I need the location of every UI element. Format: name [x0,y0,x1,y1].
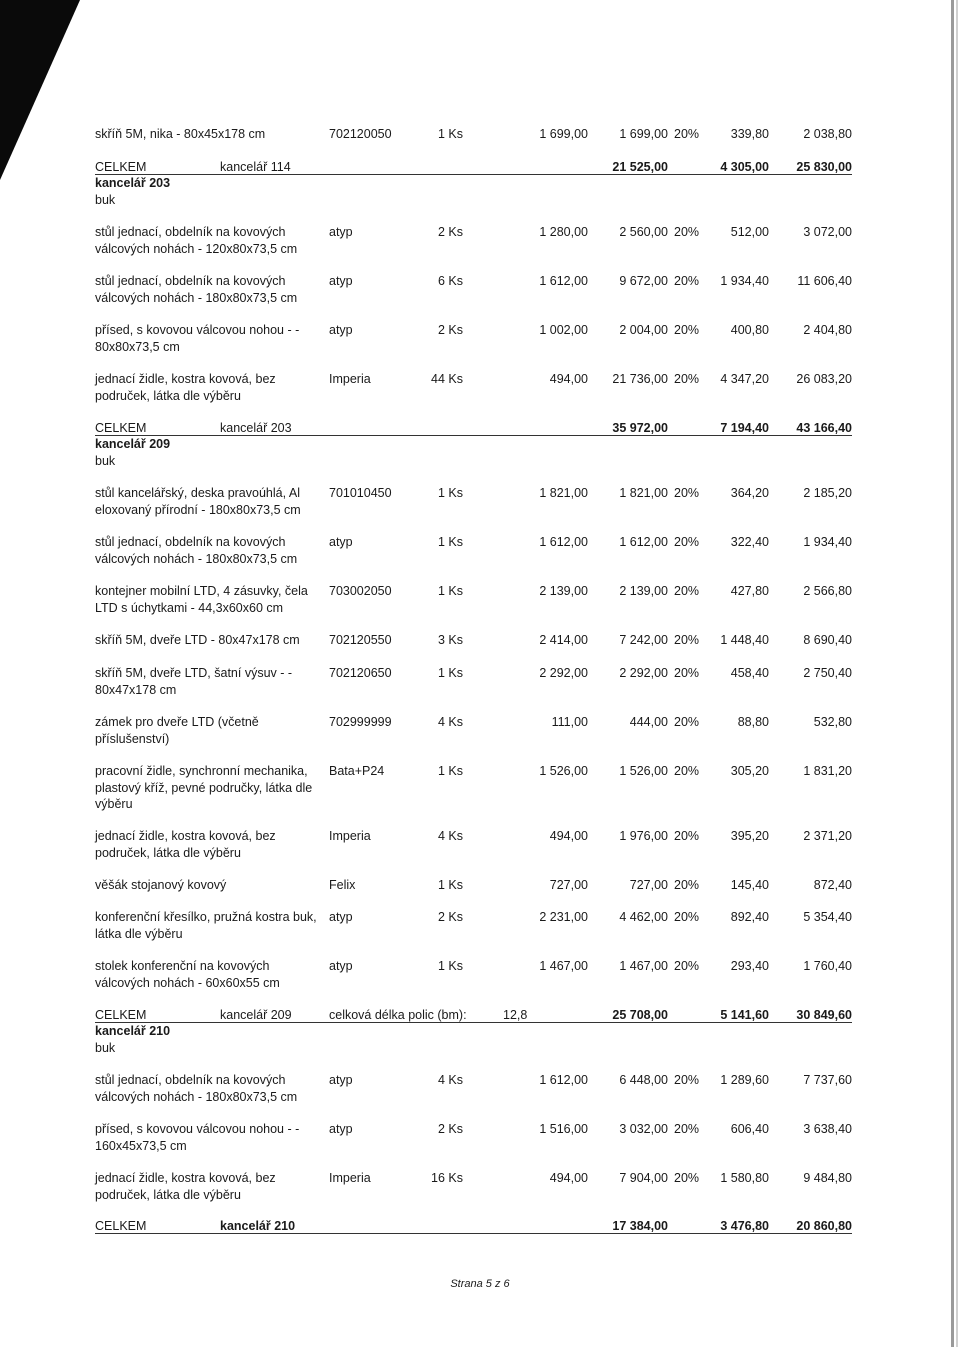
item-vat-rate: 20% [674,535,700,549]
item-row [0,485,960,519]
item-gross: 2 750,40 [803,666,852,680]
item-unit-price: 1 612,00 [539,535,588,549]
item-unit-price: 494,00 [549,1171,588,1185]
item-vat-rate: 20% [674,878,700,892]
item-vat-amount: 88,80 [737,715,769,729]
item-code: atyp [329,323,353,337]
item-vat-rate: 20% [674,274,700,288]
item-code: Bata+P24 [329,764,385,778]
item-quantity: 1 Ks [437,666,463,680]
item-total: 9 672,00 [619,274,668,288]
total-office: kancelář 209 [220,1008,292,1022]
total-extra-label: celková délka polic (bm): [329,1008,467,1022]
item-description: stůl kancelářský, deska pravoúhlá, Al eloxovaný přírodní - 180x80x73,5 cm [95,486,301,517]
item-description: stůl jednací, obdelník na kovových válcových nohách - 120x80x73,5 cm [95,225,298,256]
item-total: 444,00 [629,715,668,729]
item-vat-rate: 20% [674,584,700,598]
item-code: 702999999 [329,715,392,729]
item-unit-price: 2 292,00 [539,666,588,680]
item-unit-price: 1 821,00 [539,486,588,500]
item-vat-amount: 1 934,40 [720,274,769,288]
item-gross: 3 072,00 [803,225,852,239]
item-unit-price: 1 516,00 [539,1122,588,1136]
total-vat-amount: 7 194,40 [720,421,769,435]
item-unit-price: 1 612,00 [539,1073,588,1087]
item-quantity: 4 Ks [437,1073,463,1087]
item-description: pracovní židle, synchronní mechanika, plastový kříž, pevné područky, látka dle výběru [95,764,313,811]
item-quantity: 16 Ks [431,1171,463,1185]
item-total: 2 139,00 [619,584,668,598]
item-total: 2 292,00 [619,666,668,680]
item-quantity: 4 Ks [437,715,463,729]
item-quantity: 2 Ks [437,323,463,337]
item-total: 21 736,00 [612,372,668,386]
item-vat-rate: 20% [674,666,700,680]
item-vat-amount: 1 448,40 [720,633,769,647]
item-row [0,877,960,911]
item-unit-price: 2 231,00 [539,910,588,924]
item-unit-price: 2 139,00 [539,584,588,598]
item-gross: 9 484,80 [803,1171,852,1185]
item-total: 6 448,00 [619,1073,668,1087]
item-row [0,909,960,943]
item-quantity: 1 Ks [437,959,463,973]
item-code: 702120550 [329,633,392,647]
item-quantity: 1 Ks [437,584,463,598]
item-code: atyp [329,910,353,924]
item-code: 702120050 [329,127,392,141]
item-vat-amount: 4 347,20 [720,372,769,386]
item-vat-rate: 20% [674,633,700,647]
total-extra-value: 12,8 [503,1008,528,1022]
total-label: CELKEM [95,160,147,174]
item-code: atyp [329,1122,353,1136]
item-quantity: 1 Ks [437,764,463,778]
item-description: stůl jednací, obdelník na kovových válcových nohách - 180x80x73,5 cm [95,1073,298,1104]
item-total: 1 699,00 [619,127,668,141]
item-unit-price: 1 699,00 [539,127,588,141]
item-unit-price: 1 467,00 [539,959,588,973]
section-header [95,175,170,208]
item-quantity: 1 Ks [437,535,463,549]
item-gross: 872,40 [813,878,852,892]
item-unit-price: 1 280,00 [539,225,588,239]
item-row [0,632,960,666]
item-code: 701010450 [329,486,392,500]
item-row [0,714,960,748]
section-header [95,1023,170,1056]
total-office: kancelář 203 [220,421,292,435]
item-vat-amount: 427,80 [730,584,769,598]
item-description: konferenční křesílko, pružná kostra buk, látka dle výběru [95,910,317,941]
item-total: 7 242,00 [619,633,668,647]
item-total: 1 467,00 [619,959,668,973]
item-unit-price: 111,00 [551,715,588,729]
item-total: 2 004,00 [619,323,668,337]
total-office: kancelář 210 [220,1219,296,1233]
item-description: skříň 5M, dveře LTD - 80x47x178 cm [95,633,300,647]
item-vat-rate: 20% [674,225,700,239]
item-row [0,1121,960,1155]
total-vat-amount: 3 476,80 [720,1219,769,1233]
item-code: atyp [329,1073,353,1087]
item-unit-price: 1 526,00 [539,764,588,778]
section-material: buk [95,1040,116,1055]
item-vat-amount: 512,00 [730,225,769,239]
item-description: jednací židle, kostra kovová, bez područek, látka dle výběru [95,829,276,860]
item-row [0,322,960,356]
item-row [0,828,960,862]
item-quantity: 2 Ks [437,225,463,239]
total-vat-amount: 5 141,60 [720,1008,769,1022]
item-gross: 2 185,20 [803,486,852,500]
item-description: přísed, s kovovou válcovou nohou - - 80x80x73,5 cm [95,323,300,354]
item-vat-rate: 20% [674,829,700,843]
item-vat-amount: 364,20 [730,486,769,500]
item-vat-amount: 322,40 [730,535,769,549]
item-quantity: 1 Ks [437,486,463,500]
item-total: 4 462,00 [619,910,668,924]
item-vat-rate: 20% [674,715,700,729]
item-description: stůl jednací, obdelník na kovových válcových nohách - 180x80x73,5 cm [95,535,298,566]
item-description: kontejner mobilní LTD, 4 zásuvky, čela LTD s úchytkami - 44,3x60x60 cm [95,584,308,615]
item-gross: 7 737,60 [803,1073,852,1087]
item-row [0,665,960,699]
item-vat-rate: 20% [674,323,700,337]
item-quantity: 2 Ks [437,1122,463,1136]
item-code: Imperia [329,372,371,386]
item-row [0,958,960,992]
item-description: skříň 5M, dveře LTD, šatní výsuv - - 80x47x178 cm [95,666,293,697]
item-gross: 2 404,80 [803,323,852,337]
total-office: kancelář 114 [220,160,291,174]
item-vat-rate: 20% [674,1073,700,1087]
item-total: 1 526,00 [619,764,668,778]
item-vat-rate: 20% [674,127,700,141]
section-total-row [0,1218,960,1238]
total-label: CELKEM [95,1219,147,1233]
section-header [95,436,170,469]
total-amount: 35 972,00 [612,421,668,435]
item-description: stolek konferenční na kovových válcových nohách - 60x60x55 cm [95,959,280,990]
item-unit-price: 494,00 [549,372,588,386]
item-gross: 5 354,40 [803,910,852,924]
item-row [0,224,960,258]
section-title: kancelář 209 [95,437,171,451]
total-amount: 17 384,00 [612,1219,668,1233]
item-code: Imperia [329,829,371,843]
item-code: 702120650 [329,666,392,680]
item-code: Felix [329,878,356,892]
total-amount: 25 708,00 [612,1008,668,1022]
section-material: buk [95,192,116,207]
item-row [0,126,960,160]
item-quantity: 2 Ks [437,910,463,924]
item-unit-price: 494,00 [549,829,588,843]
item-quantity: 1 Ks [437,878,463,892]
item-unit-price: 1 002,00 [539,323,588,337]
item-code: atyp [329,274,353,288]
item-vat-amount: 606,40 [730,1122,769,1136]
item-row [0,371,960,405]
item-vat-amount: 339,80 [730,127,769,141]
item-gross: 11 606,40 [797,274,852,288]
total-label: CELKEM [95,421,147,435]
item-vat-rate: 20% [674,486,700,500]
item-total: 1 612,00 [619,535,668,549]
item-quantity: 44 Ks [431,372,463,386]
item-row [0,1170,960,1204]
item-row [0,1072,960,1106]
item-description: přísed, s kovovou válcovou nohou - - 160x45x73,5 cm [95,1122,300,1153]
item-row [0,273,960,307]
item-gross: 532,80 [813,715,852,729]
section-material: buk [95,453,116,468]
item-total: 727,00 [629,878,668,892]
item-vat-amount: 293,40 [730,959,769,973]
item-total: 1 976,00 [619,829,668,843]
item-vat-rate: 20% [674,1171,700,1185]
item-unit-price: 2 414,00 [539,633,588,647]
item-description: věšák stojanový kovový [95,878,227,892]
item-row [0,583,960,617]
total-amount: 21 525,00 [612,160,668,174]
item-quantity: 3 Ks [437,633,463,647]
item-gross: 1 760,40 [803,959,852,973]
item-description: jednací židle, kostra kovová, bez područek, látka dle výběru [95,1171,276,1202]
total-gross: 43 166,40 [796,421,852,435]
item-vat-amount: 1 580,80 [720,1171,769,1185]
item-quantity: 1 Ks [437,127,463,141]
item-vat-amount: 400,80 [730,323,769,337]
item-description: zámek pro dveře LTD (včetně příslušenství) [95,715,259,746]
item-vat-amount: 1 289,60 [720,1073,769,1087]
item-code: atyp [329,535,353,549]
item-row [0,763,960,811]
item-gross: 1 831,20 [803,764,852,778]
item-description: skříň 5M, nika - 80x45x178 cm [95,127,266,141]
item-total: 2 560,00 [619,225,668,239]
section-title: kancelář 210 [95,1024,171,1038]
item-unit-price: 1 612,00 [539,274,588,288]
item-vat-rate: 20% [674,959,700,973]
item-vat-amount: 395,20 [730,829,769,843]
item-description: stůl jednací, obdelník na kovových válcových nohách - 180x80x73,5 cm [95,274,298,305]
item-code: Imperia [329,1171,371,1185]
item-vat-rate: 20% [674,372,700,386]
item-vat-amount: 892,40 [730,910,769,924]
item-description: jednací židle, kostra kovová, bez područek, látka dle výběru [95,372,276,403]
item-row [0,534,960,568]
item-quantity: 4 Ks [437,829,463,843]
item-unit-price: 727,00 [549,878,588,892]
item-code: atyp [329,225,353,239]
item-quantity: 6 Ks [437,274,463,288]
item-vat-amount: 458,40 [730,666,769,680]
item-gross: 2 038,80 [803,127,852,141]
item-code: 703002050 [329,584,392,598]
page-footer: Strana 5 z 6 [450,1278,510,1290]
item-vat-rate: 20% [674,764,700,778]
item-vat-amount: 145,40 [730,878,769,892]
item-code: atyp [329,959,353,973]
total-gross: 20 860,80 [796,1219,852,1233]
item-total: 7 904,00 [619,1171,668,1185]
item-gross: 26 083,20 [796,372,852,386]
item-gross: 3 638,40 [803,1122,852,1136]
total-label: CELKEM [95,1008,147,1022]
item-vat-rate: 20% [674,910,700,924]
section-title: kancelář 203 [95,176,171,190]
total-gross: 25 830,00 [796,160,852,174]
item-vat-rate: 20% [674,1122,700,1136]
total-gross: 30 849,60 [796,1008,852,1022]
item-vat-amount: 305,20 [730,764,769,778]
item-gross: 1 934,40 [803,535,852,549]
item-gross: 8 690,40 [803,633,852,647]
item-total: 1 821,00 [619,486,668,500]
item-gross: 2 566,80 [803,584,852,598]
item-total: 3 032,00 [619,1122,668,1136]
item-gross: 2 371,20 [803,829,852,843]
total-vat-amount: 4 305,00 [720,160,769,174]
